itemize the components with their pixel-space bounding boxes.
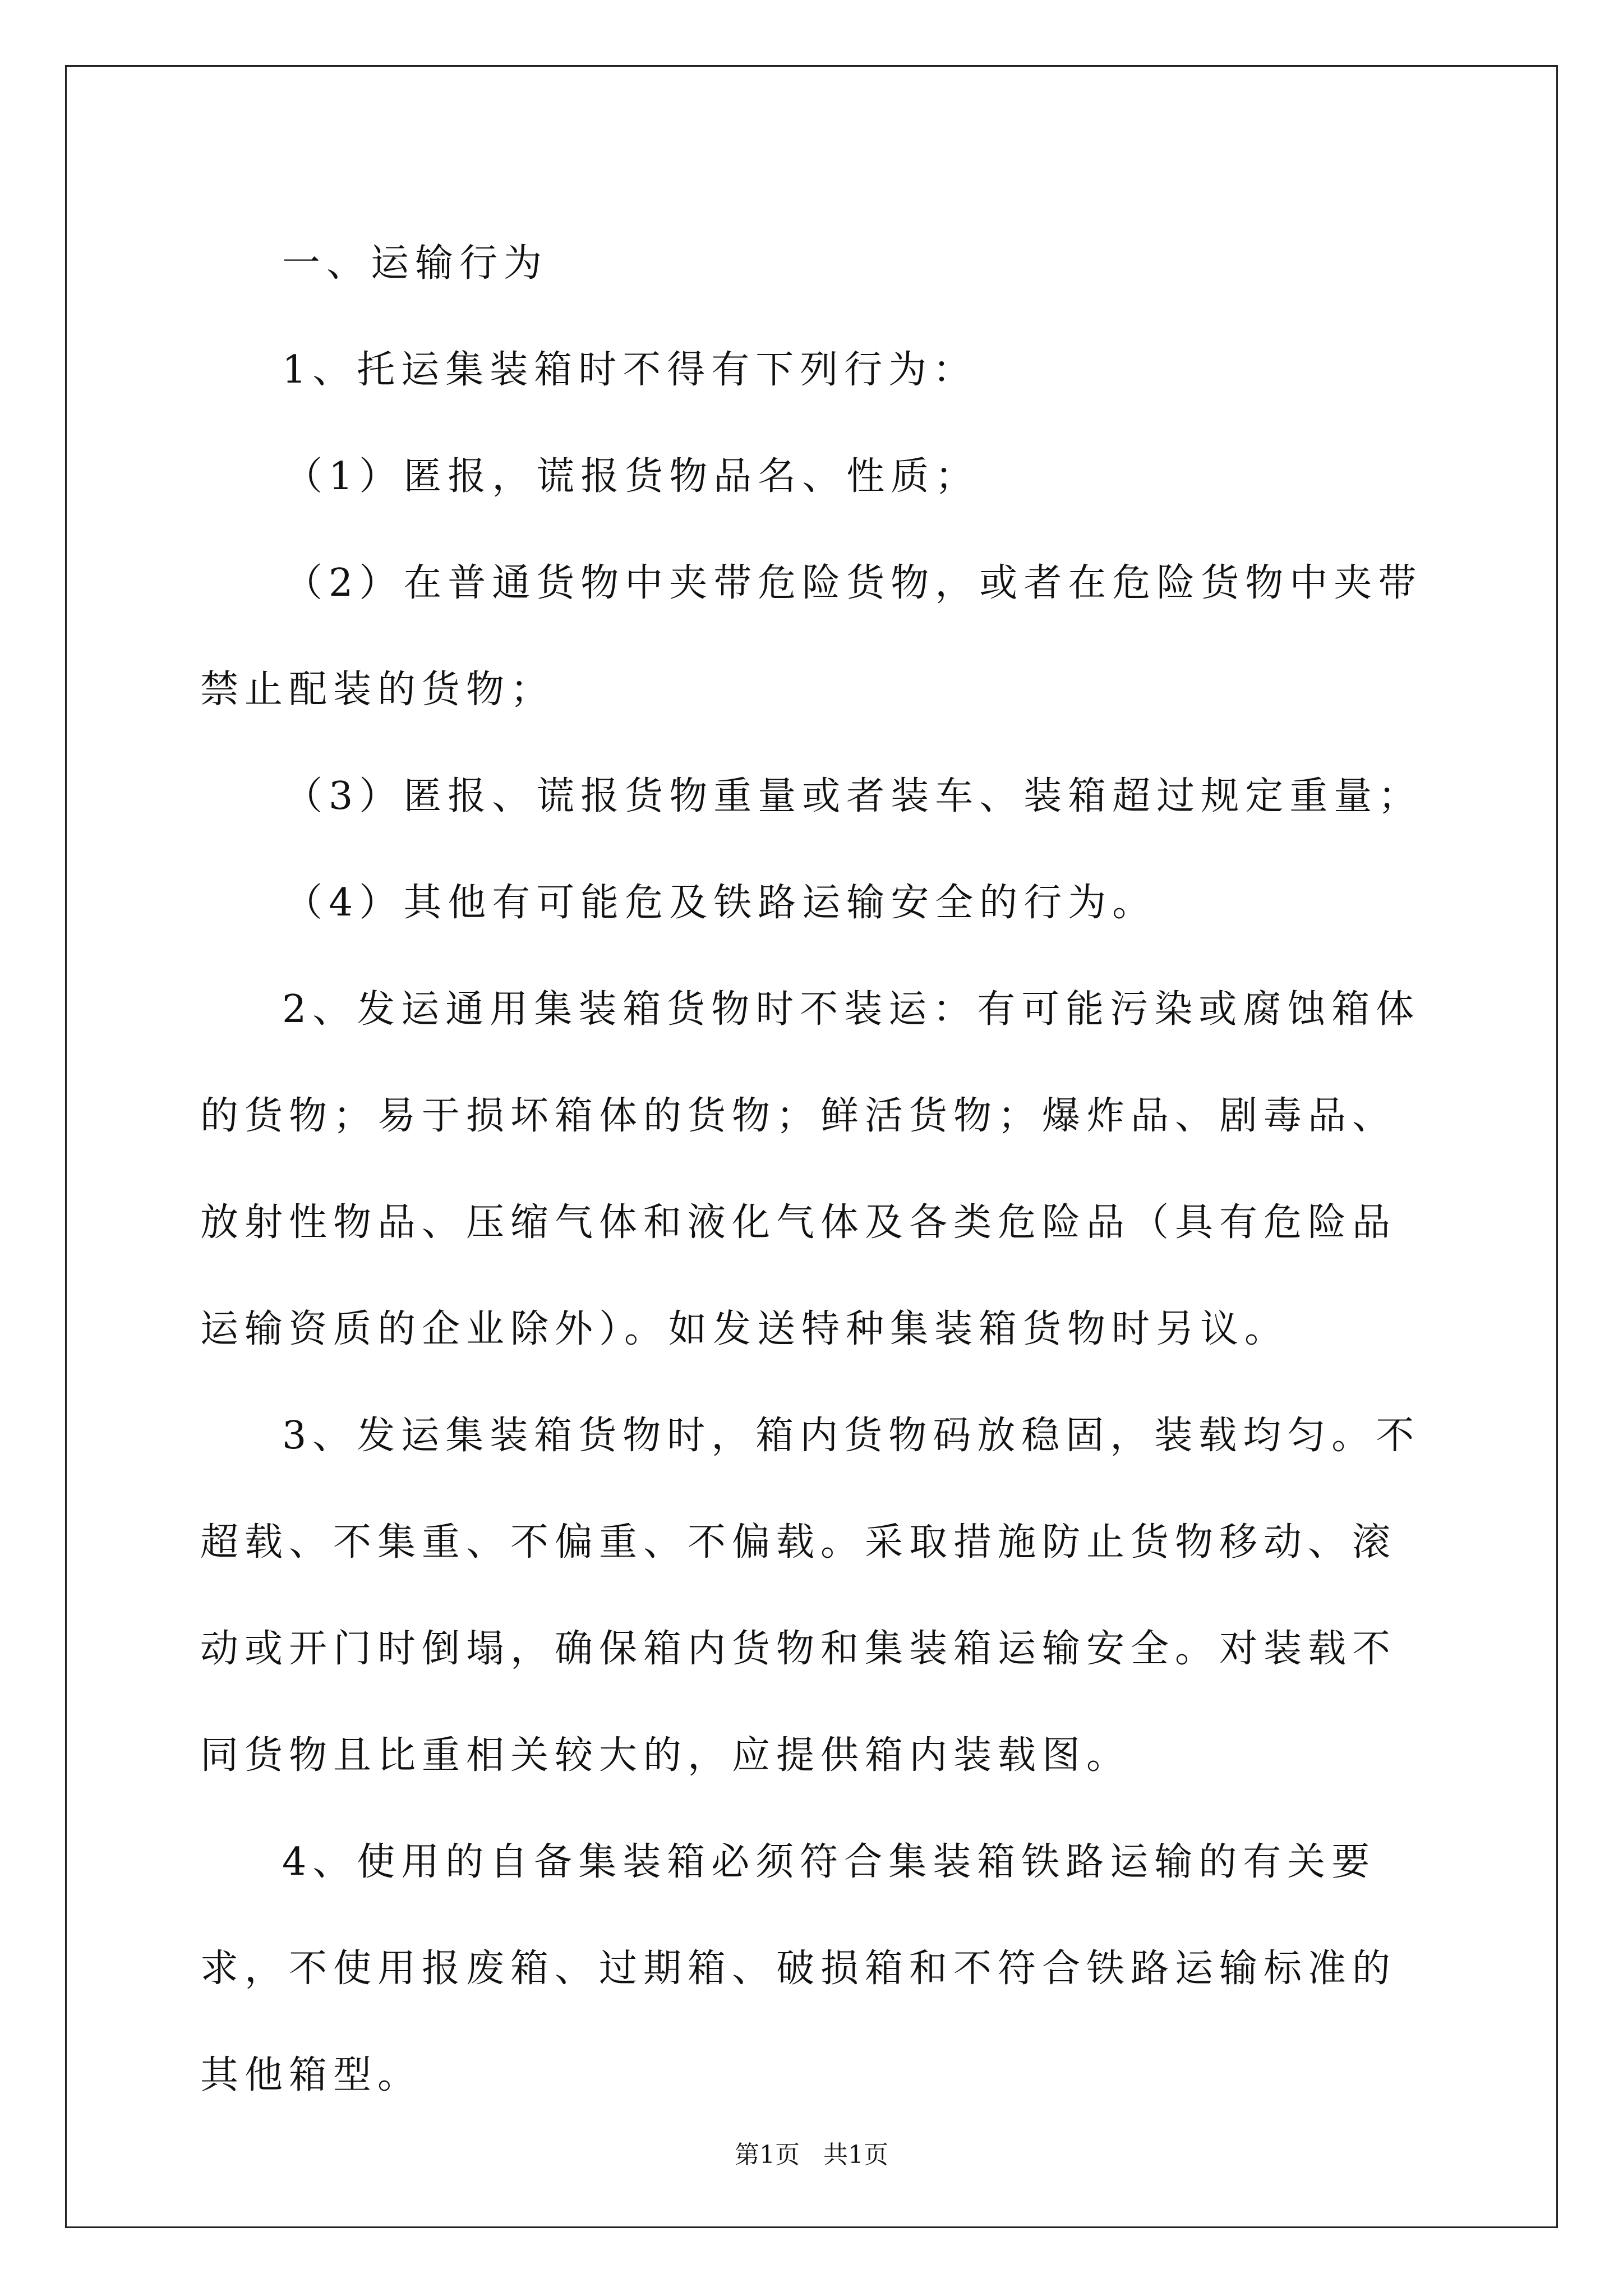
- paragraph-1-item-3: （3）匿报、谎报货物重量或者装车、装箱超过规定重量；: [284, 774, 1423, 818]
- paragraph-2: 2、发运通用集装箱货物时不装运：有可能污染或腐蚀箱体的货物；易于损坏箱体的货物；鲜活货物；爆炸品、剧毒品、放射性物品、压缩气体和液化气体及各类危险品（具有危险品运输资质的企业除外）。如发送特种集装箱货物时另议。: [200, 987, 1421, 1351]
- paragraph-3: 3、发运集装箱货物时，箱内货物码放稳固，装载均匀。不超载、不集重、不偏重、不偏载。采取措施防止货物移动、滚动或开门时倒塌，确保箱内货物和集装箱运输安全。对装载不同货物且比重相关较大的，应提供箱内装载图。: [200, 1414, 1421, 1778]
- page-footer: [0, 2134, 1623, 2170]
- paragraph-1-item-2: （2）在普通货物中夹带危险货物，或者在危险货物中夹带禁止配装的货物；: [200, 561, 1423, 712]
- page-number-total: 共1页: [823, 2141, 888, 2169]
- paragraph-4: 4、使用的自备集装箱必须符合集装箱铁路运输的有关要求，不使用报废箱、过期箱、破损箱和不符合铁路运输标准的其他箱型。: [200, 1840, 1397, 2097]
- paragraph-1: 1、托运集装箱时不得有下列行为：: [282, 348, 978, 392]
- section-heading: 一、运输行为: [282, 241, 548, 286]
- document-body: [200, 210, 1428, 2129]
- page-number-current: 第1页: [735, 2141, 800, 2169]
- paragraph-1-item-4: （4）其他有可能危及铁路运输安全的行为。: [284, 881, 1157, 925]
- paragraph-1-item-1: （1）匿报，谎报货物品名、性质；: [284, 454, 980, 499]
